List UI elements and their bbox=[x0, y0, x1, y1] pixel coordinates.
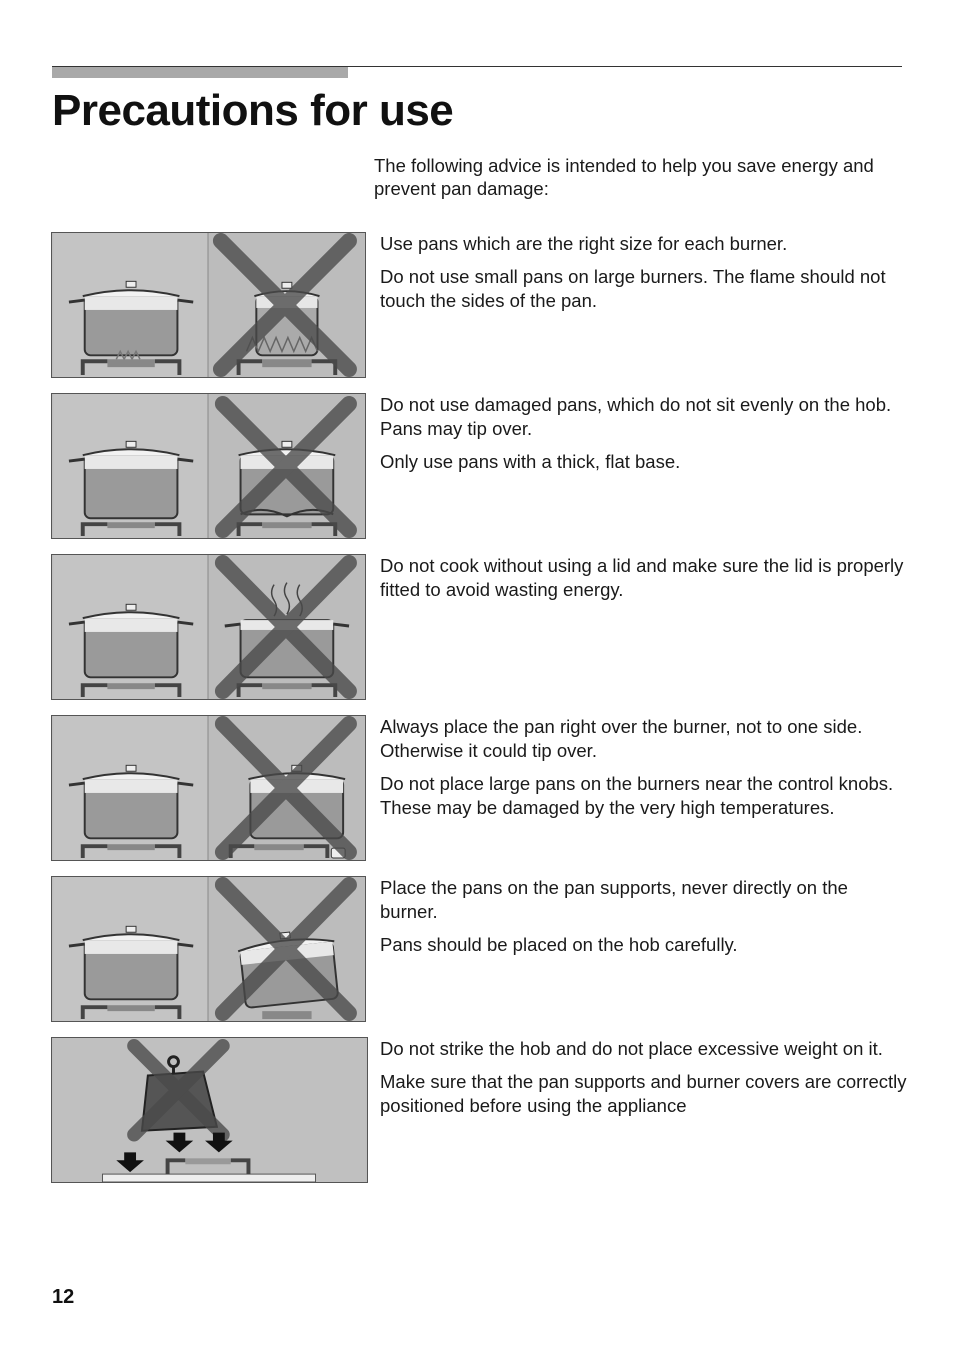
section-text bbox=[380, 715, 910, 829]
section-hob-weight bbox=[0, 1037, 954, 1187]
intro-text: The following advice is intended to help you save energy and prevent pan damage: bbox=[374, 155, 874, 199]
section-pan-supports bbox=[0, 876, 954, 1026]
section-text bbox=[380, 1037, 910, 1127]
section-paragraph: Always place the pan right over the burner, not to one side. Otherwise it could tip over. bbox=[380, 716, 863, 761]
section-paragraph: Make sure that the pan supports and burner covers are correctly positioned before using the appliance bbox=[380, 1071, 907, 1116]
illustration-lid bbox=[51, 554, 366, 700]
section-lid bbox=[0, 554, 954, 704]
header-bar bbox=[52, 67, 348, 78]
section-pan-size bbox=[0, 232, 954, 382]
correct-pan-icon bbox=[69, 281, 193, 375]
pan-supports-graphic bbox=[52, 877, 365, 1021]
section-text bbox=[380, 393, 910, 483]
illustration-pan-size bbox=[51, 232, 366, 378]
section-paragraph: Do not use damaged pans, which do not sit evenly on the hob. Pans may tip over. bbox=[380, 394, 892, 439]
pan-placement-graphic bbox=[52, 716, 365, 860]
section-text bbox=[380, 232, 910, 322]
pan-size-graphic bbox=[52, 233, 365, 377]
illustration-pan-placement bbox=[51, 715, 366, 861]
hob-weight-graphic bbox=[52, 1038, 367, 1182]
section-paragraph: Pans should be placed on the hob carefully. bbox=[380, 934, 738, 955]
section-paragraph: Place the pans on the pan supports, never directly on the burner. bbox=[380, 877, 848, 922]
illustration-damaged-pans bbox=[51, 393, 366, 539]
page-title: Precautions for use bbox=[52, 86, 454, 135]
section-damaged-pans bbox=[0, 393, 954, 543]
section-paragraph: Use pans which are the right size for each burner. bbox=[380, 233, 788, 254]
lid-graphic bbox=[52, 555, 365, 699]
section-paragraph: Do not place large pans on the burners near the control knobs. These may be damaged by the very high temperatures. bbox=[380, 773, 894, 818]
section-text bbox=[380, 876, 910, 966]
section-pan-placement bbox=[0, 715, 954, 865]
illustration-pan-supports bbox=[51, 876, 366, 1022]
section-paragraph: Do not strike the hob and do not place excessive weight on it. bbox=[380, 1038, 883, 1059]
section-paragraph: Do not use small pans on large burners. The flame should not touch the sides of the pan. bbox=[380, 266, 886, 311]
damaged-pans-graphic bbox=[52, 394, 365, 538]
page-number: 12 bbox=[52, 1286, 75, 1308]
section-text bbox=[380, 554, 910, 611]
illustration-hob-weight bbox=[51, 1037, 368, 1183]
section-paragraph: Only use pans with a thick, flat base. bbox=[380, 451, 681, 472]
section-paragraph: Do not cook without using a lid and make sure the lid is properly fitted to avoid wasting energy. bbox=[380, 555, 904, 600]
